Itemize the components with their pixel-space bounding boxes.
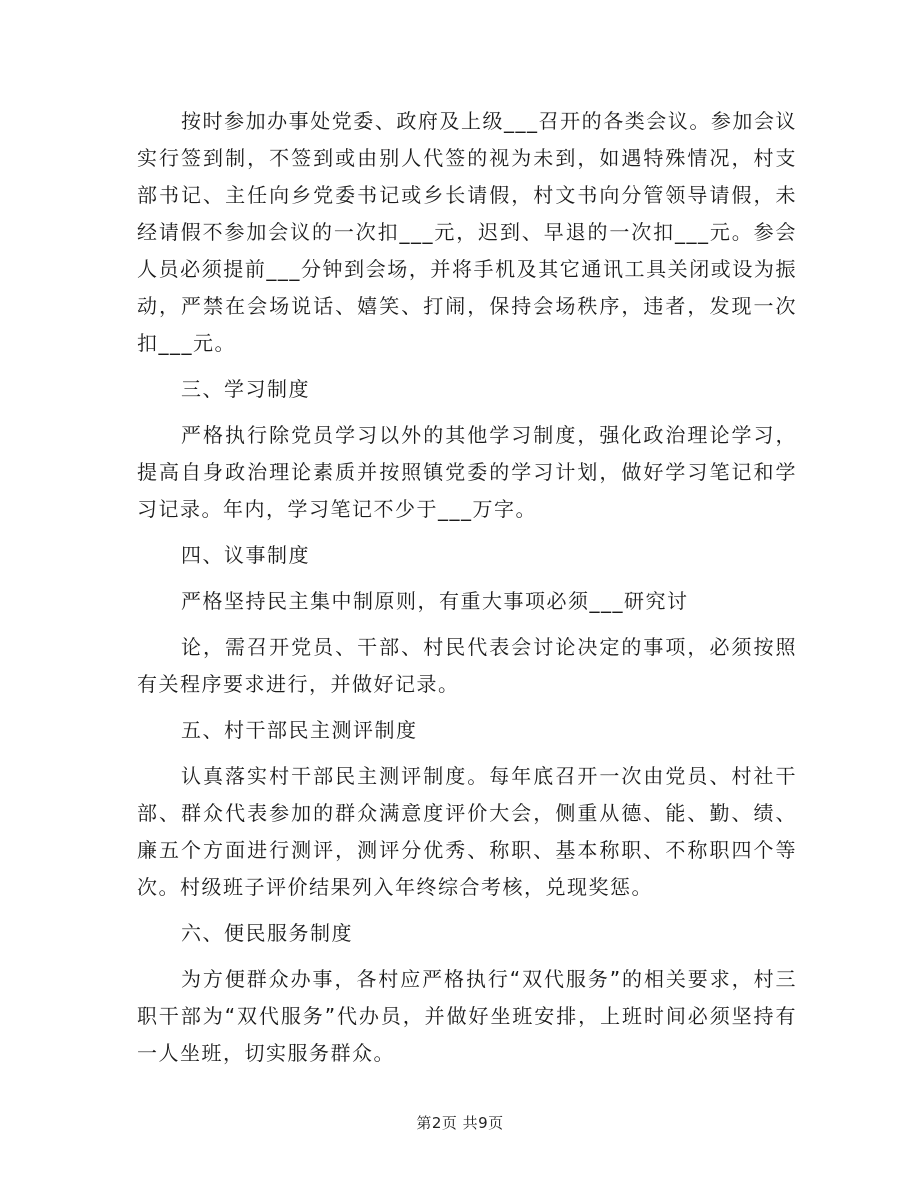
page-footer: [0, 1112, 920, 1133]
section-heading-service: 六、便民服务制度: [181, 921, 353, 945]
section-heading-study: 三、学习制度: [181, 377, 310, 401]
service-rules-paragraph: 为方便群众办事，各村应严格执行“双代服务”的相关要求，村三职干部为“双代服务”代办员，并做好坐班安排，上班时间必须坚持有一人坐班，切实服务群众。: [137, 967, 797, 1065]
study-rules-paragraph: 严格执行除党员学习以外的其他学习制度，强化政治理论学习，提高自身政治理论素质并按照镇党委的学习计划，做好学习笔记和学习记录。年内，学习笔记不少于___万字。: [137, 423, 797, 521]
document-body: [137, 103, 797, 1072]
meeting-rules-paragraph: 按时参加办事处党委、政府及上级___召开的各类会议。参加会议实行签到制，不签到或由别人代签的视为未到，如遇特殊情况，村支部书记、主任向乡党委书记或乡长请假，村文书向分管领导请假，未经请假不参加会议的一次扣___元，迟到、早退的一次扣___元。参会人员必须提前___分钟到会场，并将手机及其它通讯工具关闭或设为振动，严禁在会场说话、嬉笑、打闹，保持会场秩序，违者，发现一次扣___元。: [137, 109, 797, 355]
section-heading-evaluation: 五、村干部民主测评制度: [181, 718, 418, 742]
page-indicator: 第2页 共9页: [416, 1114, 504, 1132]
evaluation-rules-paragraph: 认真落实村干部民主测评制度。每年底召开一次由党员、村社干部、群众代表参加的群众满意度评价大会，侧重从德、能、勤、绩、廉五个方面进行测评，测评分优秀、称职、基本称职、不称职四个等次。村级班子评价结果列入年终综合考核，兑现奖惩。: [137, 764, 797, 899]
deliberation-rules-paragraph: 论，需召开党员、干部、村民代表会讨论决定的事项，必须按照有关程序要求进行，并做好记录。: [137, 635, 797, 696]
section-heading-deliberation: 四、议事制度: [181, 543, 310, 567]
deliberation-rules-line: 严格坚持民主集中制原则，有重大事项必须___研究讨: [181, 589, 689, 613]
